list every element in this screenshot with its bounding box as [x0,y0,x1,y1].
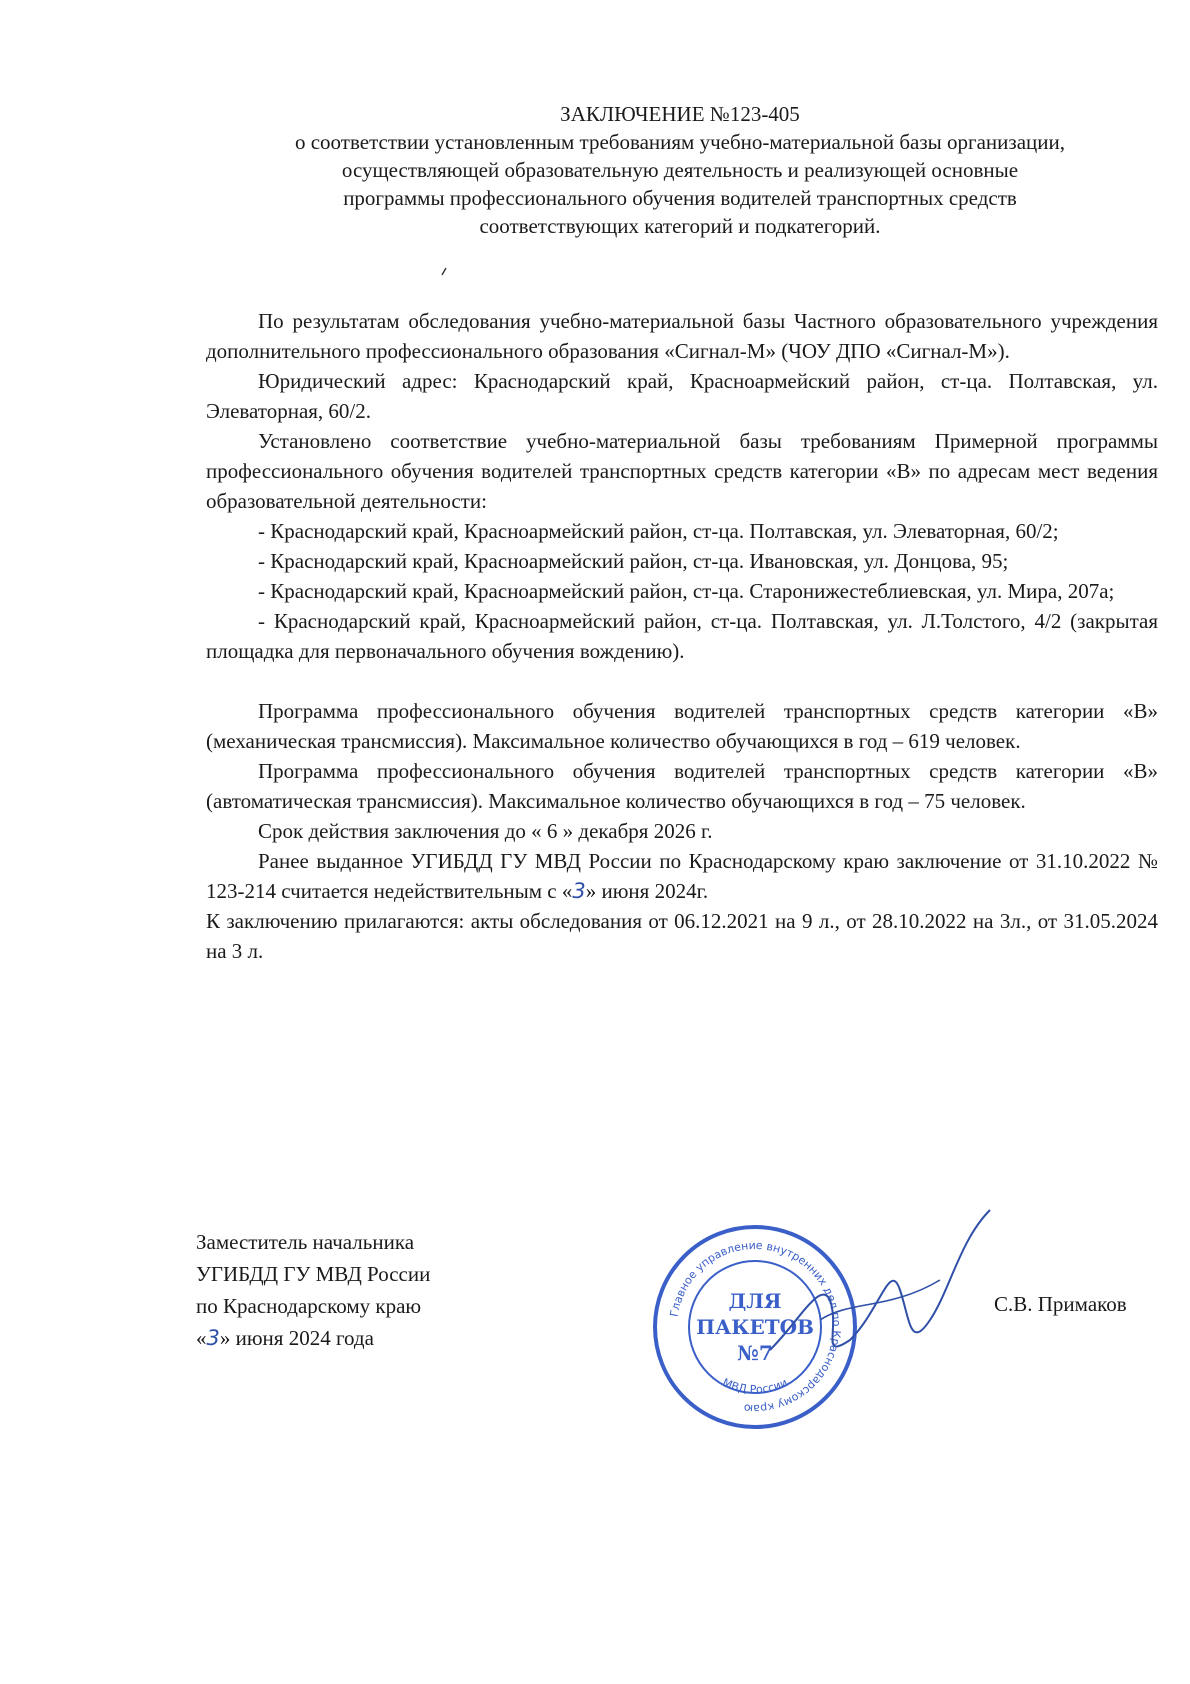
date-day-handwritten: 3 [206,1326,220,1350]
signatory-block [196,1226,430,1354]
subtitle-line-2: осуществляющей образовательную деятельность и реализующей основные [341,158,1019,182]
signatory-position-1: Заместитель начальника [196,1230,415,1254]
svg-text:№7: №7 [737,1341,773,1365]
address-item-1: - Краснодарский край, Красноармейский район, ст-ца. Полтавская, ул. Элеваторная, 60/2; [258,519,1059,543]
document-title: ЗАКЛЮЧЕНИЕ №123-405 [560,102,800,126]
previous-text-a: Ранее выданное УГИБДД ГУ МВД России по Краснодарскому краю заключение от 31.10.2022 № 123-214 считается недействительным с « [206,849,1158,903]
subtitle-line-3: программы профессионального обучения водителей транспортных средств [343,186,1017,210]
paragraph-program-manual: Программа профессионального обучения водителей транспортных средств категории «В» (механическая трансмиссия). Максимальное количество обучающихся в год – 619 человек. [206,699,1158,753]
paragraph-attachments: К заключению прилагаются: акты обследования от 06.12.2021 на 9 л., от 28.10.2022 на 3л., от 31.05.2024 на 3 л. [206,909,1158,963]
paragraph-previous-conclusion [206,846,1158,906]
paragraph-legal-address: Юридический адрес: Краснодарский край, Красноармейский район, ст-ца. Полтавская, ул. Элеваторная, 60/2. [206,369,1158,423]
paragraph-inspection: По результатам обследования учебно-материальной базы Частного образовательного учреждения дополнительного профессионального образования «Сигнал-М» (ЧОУ ДПО «Сигнал-М»). [206,309,1158,363]
signatory-name: С.В. Примаков [994,1292,1127,1316]
address-item-4: - Краснодарский край, Красноармейский район, ст-ца. Полтавская, ул. Л.Толстого, 4/2 (закрытая площадка для первоначального обучения вождению). [206,609,1158,663]
signatory-position-2: УГИБДД ГУ МВД России [196,1262,431,1286]
paragraph-compliance: Установлено соответствие учебно-материальной базы требованиям Примерной программы профессионального обучения водителей транспортных средств категории «В» по адресам мест ведения образовательной деятельности: [206,429,1158,513]
handwritten-signature [760,1200,1010,1380]
svg-text:Главное управление внутренних: Главное управление внутренних дел по Краснодарскому краю [667,1238,844,1416]
address-item-3: - Краснодарский край, Красноармейский район, ст-ца. Старонижестеблиевская, ул. Мира, 207а; [258,579,1115,603]
subtitle-line-4: соответствующих категорий и подкатегорий. [479,214,881,238]
svg-text:ПАКЕТОВ: ПАКЕТОВ [696,1315,814,1339]
signatory-position-3: по Краснодарскому краю [196,1294,422,1318]
svg-text:ДЛЯ: ДЛЯ [728,1289,782,1313]
paragraph-program-automatic: Программа профессионального обучения водителей транспортных средств категории «В» (автоматическая трансмиссия). Максимальное количество обучающихся в год – 75 человек. [206,759,1158,813]
document-header [200,100,1160,240]
previous-day-handwritten: 3 [572,879,586,903]
document-body [206,306,1158,966]
pen-tick-mark [440,266,450,276]
previous-text-b: » июня 2024г. [585,879,709,903]
svg-text:МВД России: МВД России [720,1375,790,1397]
signature-date: «3» июня 2024 года [196,1326,374,1350]
address-item-2: - Краснодарский край, Красноармейский район, ст-ца. Ивановская, ул. Донцова, 95; [258,549,1009,573]
subtitle-line-1: о соответствии установленным требованиям учебно-материальной базы организации, [294,130,1065,154]
paragraph-validity: Срок действия заключения до « 6 » декабря 2026 г. [258,819,713,843]
